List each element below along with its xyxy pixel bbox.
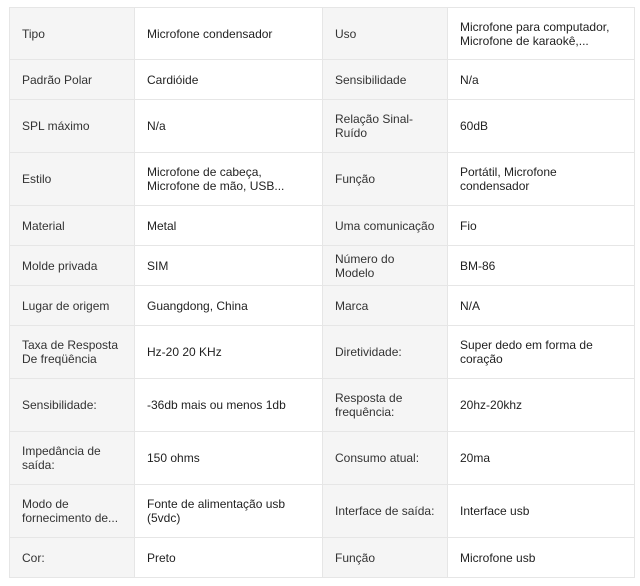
spec-label: Tipo [10,8,135,60]
spec-label: Material [10,206,135,246]
table-row [10,379,635,432]
spec-value: 20ma [448,432,635,485]
spec-value: 150 ohms [135,432,323,485]
spec-label: Uso [323,8,448,60]
table-row [10,326,635,379]
spec-label: Taxa de Resposta De freqüência [10,326,135,379]
spec-value: Fonte de alimentação usb (5vdc) [135,485,323,538]
spec-value: N/a [135,100,323,153]
table-row [10,286,635,326]
table-row [10,246,635,286]
spec-value: Super dedo em forma de coração [448,326,635,379]
spec-label: SPL máximo [10,100,135,153]
spec-value: Fio [448,206,635,246]
spec-label: Função [323,153,448,206]
table-row [10,206,635,246]
spec-value: N/A [448,286,635,326]
table-row [10,153,635,206]
spec-label: Impedância de saída: [10,432,135,485]
spec-label: Uma comunicação [323,206,448,246]
spec-label: Resposta de frequência: [323,379,448,432]
table-row [10,538,635,578]
spec-value: N/a [448,60,635,100]
spec-value: Cardióide [135,60,323,100]
spec-label: Sensibilidade [323,60,448,100]
spec-value: Interface usb [448,485,635,538]
table-row [10,485,635,538]
spec-label: Cor: [10,538,135,578]
spec-value: 60dB [448,100,635,153]
spec-value: Portátil, Microfone condensador [448,153,635,206]
spec-value: Guangdong, China [135,286,323,326]
product-specs-container [9,7,634,578]
spec-value: Microfone para computador, Microfone de karaokê,... [448,8,635,60]
spec-value: Microfone condensador [135,8,323,60]
spec-label: Consumo atual: [323,432,448,485]
spec-label: Estilo [10,153,135,206]
spec-label: Padrão Polar [10,60,135,100]
spec-label: Sensibilidade: [10,379,135,432]
spec-value: Metal [135,206,323,246]
spec-value: 20hz-20khz [448,379,635,432]
spec-label: Relação Sinal-Ruído [323,100,448,153]
table-row [10,60,635,100]
spec-value: Microfone de cabeça, Microfone de mão, USB... [135,153,323,206]
spec-label: Molde privada [10,246,135,286]
spec-value: Microfone usb [448,538,635,578]
table-row [10,100,635,153]
spec-label: Marca [323,286,448,326]
spec-value: -36db mais ou menos 1db [135,379,323,432]
spec-label: Função [323,538,448,578]
spec-label: Lugar de origem [10,286,135,326]
spec-value: Preto [135,538,323,578]
spec-value: Hz-20 20 KHz [135,326,323,379]
product-specs-table [9,7,635,578]
spec-label: Modo de fornecimento de... [10,485,135,538]
spec-label: Interface de saída: [323,485,448,538]
table-row [10,432,635,485]
table-row [10,8,635,60]
spec-label: Diretividade: [323,326,448,379]
spec-value: SIM [135,246,323,286]
spec-label: Número do Modelo [323,246,448,286]
spec-value: BM-86 [448,246,635,286]
